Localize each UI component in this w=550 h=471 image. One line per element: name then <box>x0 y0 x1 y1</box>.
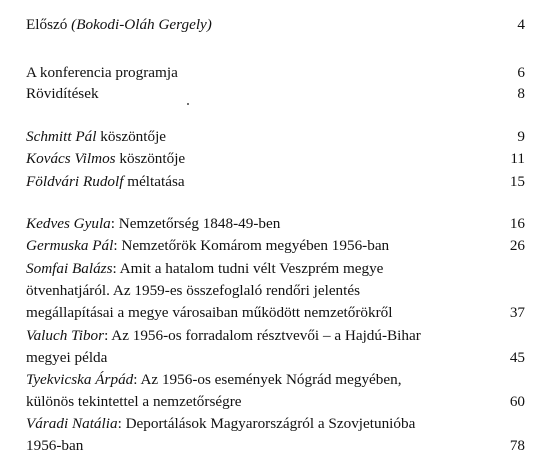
toc-page-number: 8 <box>517 85 525 102</box>
entry-title-text: Rövidítések <box>26 85 99 102</box>
entry-author: Kedves Gyula <box>26 215 111 232</box>
entry-title-text: : Az 1956-os események Nógrád megyében, <box>133 371 402 388</box>
toc-entry-title <box>26 369 402 390</box>
entry-title-continuation: különös tekintettel a nemzetőrségre <box>26 393 242 410</box>
stray-dot <box>187 103 189 105</box>
toc-page-number: 6 <box>517 64 525 81</box>
entry-title-text: köszöntője <box>115 150 186 167</box>
toc-page-number: 37 <box>509 304 525 321</box>
entry-title-continuation: megállapításai a megye városaiban működött nemzetőrökről <box>26 304 393 321</box>
entry-title-text: : Nemzetőrök Komárom megyében 1956-ban <box>113 237 390 254</box>
entry-author: Váradi Natália <box>26 415 118 432</box>
toc-entry-valuch <box>26 325 525 369</box>
toc-entry-title <box>26 413 415 434</box>
toc-page-number: 78 <box>509 437 525 454</box>
entry-title-text: : Nemzetőrség 1848-49-ben <box>110 215 281 232</box>
entry-author: Tyekvicska Árpád <box>26 371 134 388</box>
entry-title-text: méltatása <box>123 173 185 190</box>
entry-author: Germuska Pál <box>26 237 114 254</box>
entry-title-text: köszöntője <box>96 128 167 145</box>
toc-page-number: 9 <box>517 128 525 145</box>
entry-author-suffix: (Bokodi-Oláh Gergely) <box>71 16 212 33</box>
entry-title-text: A konferencia programja <box>26 64 178 81</box>
toc-entry-title <box>26 213 280 234</box>
entry-author: Valuch Tibor <box>26 327 105 344</box>
toc-entry-title <box>26 325 421 346</box>
entry-title-text: : Deportálások Magyarországról a Szovjetunióba <box>117 415 416 432</box>
toc-entry-varadi <box>26 413 525 457</box>
entry-author: Kovács Vilmos <box>26 150 116 167</box>
toc-entry-title <box>26 148 185 169</box>
toc-entry-title <box>26 126 166 147</box>
toc-page-number: 16 <box>509 215 525 232</box>
entry-title-text: Előszó <box>26 16 68 33</box>
toc-entry-title <box>26 14 212 35</box>
toc-page-number: 60 <box>509 393 525 410</box>
entry-title-text: : Amit a hatalom tudni vélt Veszprém megye <box>112 260 384 277</box>
toc-page-number: 26 <box>509 237 525 254</box>
entry-author: Somfai Balázs <box>26 260 113 277</box>
toc-page-number: 11 <box>510 150 525 167</box>
entry-title-continuation: 1956-ban <box>26 437 84 454</box>
entry-author: Schmitt Pál <box>26 128 97 145</box>
toc-page-number: 4 <box>517 16 525 33</box>
entry-title-continuation: ötvenhatjáról. Az 1959-es összefoglaló rendőri jelentés <box>26 282 361 299</box>
toc-entry-title <box>26 235 389 256</box>
toc-entry-tyekvicska <box>26 369 525 413</box>
entry-title-continuation: megyei példa <box>26 349 108 366</box>
entry-title-text: : Az 1956-os forradalom résztvevői – a Hajdú-Bihar <box>104 327 421 344</box>
toc-page-number: 45 <box>509 349 525 366</box>
toc-page-number: 15 <box>509 173 525 190</box>
toc-entry-title <box>26 171 185 192</box>
toc-entry-somfai <box>26 258 525 322</box>
entry-author: Földvári Rudolf <box>26 173 124 190</box>
toc-entry-title <box>26 258 383 279</box>
